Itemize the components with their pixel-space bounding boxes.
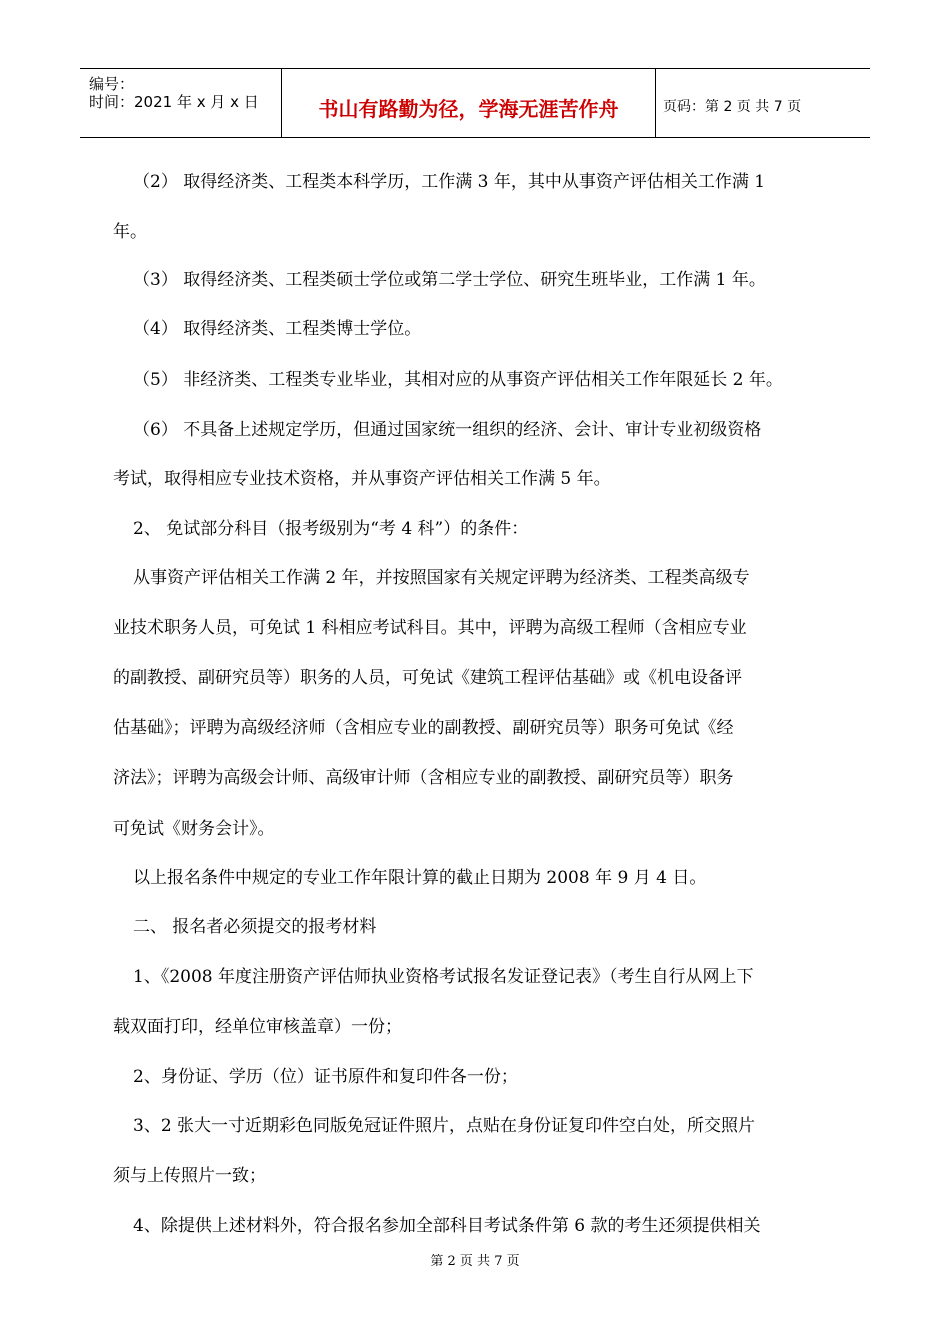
time-label: 时间：2021 年 x 月 x 日 (89, 93, 259, 111)
text-line: （2） 取得经济类、工程类本科学历，工作满 3 年，其中从事资产评估相关工作满 1 (133, 172, 766, 192)
text-line: 的副教授、副研究员等）职务的人员，可免试《建筑工程评估基础》或《机电设备评 (113, 668, 742, 688)
text-line: 济法》；评聘为高级会计师、高级审计师（含相应专业的副教授、副研究员等）职务 (113, 768, 734, 788)
number-label: 编号： (89, 75, 135, 93)
text-line: 须与上传照片一致； (113, 1166, 266, 1186)
text-line: 载双面打印，经单位审核盖章）一份； (113, 1017, 402, 1037)
text-line: （5） 非经济类、工程类专业毕业，其相对应的从事资产评估相关工作年限延长 2 年。 (133, 370, 783, 390)
text-line: 年。 (113, 222, 147, 242)
page-footer: 第 2 页 共 7 页 (430, 1254, 520, 1269)
text-line: 2、 免试部分科目（报考级别为“考 4 科”）的条件： (133, 519, 529, 539)
text-line: 二、 报名者必须提交的报考材料 (133, 917, 377, 937)
motto: 书山有路勤为径，学海无涯苦作舟 (318, 97, 619, 121)
text-line: 可免试《财务会计》。 (113, 819, 275, 839)
text-line: 3、2 张大一寸近期彩色同版免冠证件照片，点贴在身份证复印件空白处，所交照片 (133, 1116, 756, 1136)
page-header (80, 68, 870, 138)
text-line: 4、除提供上述材料外，符合报名参加全部科目考试条件第 6 款的考生还须提供相关 (133, 1216, 761, 1236)
text-line: （3） 取得经济类、工程类硕士学位或第二学士学位、研究生班毕业，工作满 1 年。 (133, 270, 766, 290)
header-left-cell (80, 69, 280, 137)
text-line: 1、《2008 年度注册资产评估师执业资格考试报名发证登记表》（考生自行从网上下 (133, 967, 754, 987)
text-line: 以上报名条件中规定的专业工作年限计算的截止日期为 2008 年 9 月 4 日。 (133, 868, 707, 888)
text-line: 考试，取得相应专业技术资格，并从事资产评估相关工作满 5 年。 (113, 469, 611, 489)
text-line: （6） 不具备上述规定学历，但通过国家统一组织的经济、会计、审计专业初级资格 (133, 420, 762, 440)
header-motto-cell (281, 69, 656, 137)
page-info: 页码：第 2 页 共 7 页 (663, 99, 802, 115)
header-right-cell (655, 69, 870, 137)
text-line: （4） 取得经济类、工程类博士学位。 (133, 319, 422, 339)
text-line: 估基础》；评聘为高级经济师（含相应专业的副教授、副研究员等）职务可免试《经 (113, 718, 734, 738)
text-line: 业技术职务人员，可免试 1 科相应考试科目。其中，评聘为高级工程师（含相应专业 (113, 618, 747, 638)
text-line: 从事资产评估相关工作满 2 年，并按照国家有关规定评聘为经济类、工程类高级专 (133, 568, 750, 588)
text-line: 2、身份证、学历（位）证书原件和复印件各一份； (133, 1067, 518, 1087)
